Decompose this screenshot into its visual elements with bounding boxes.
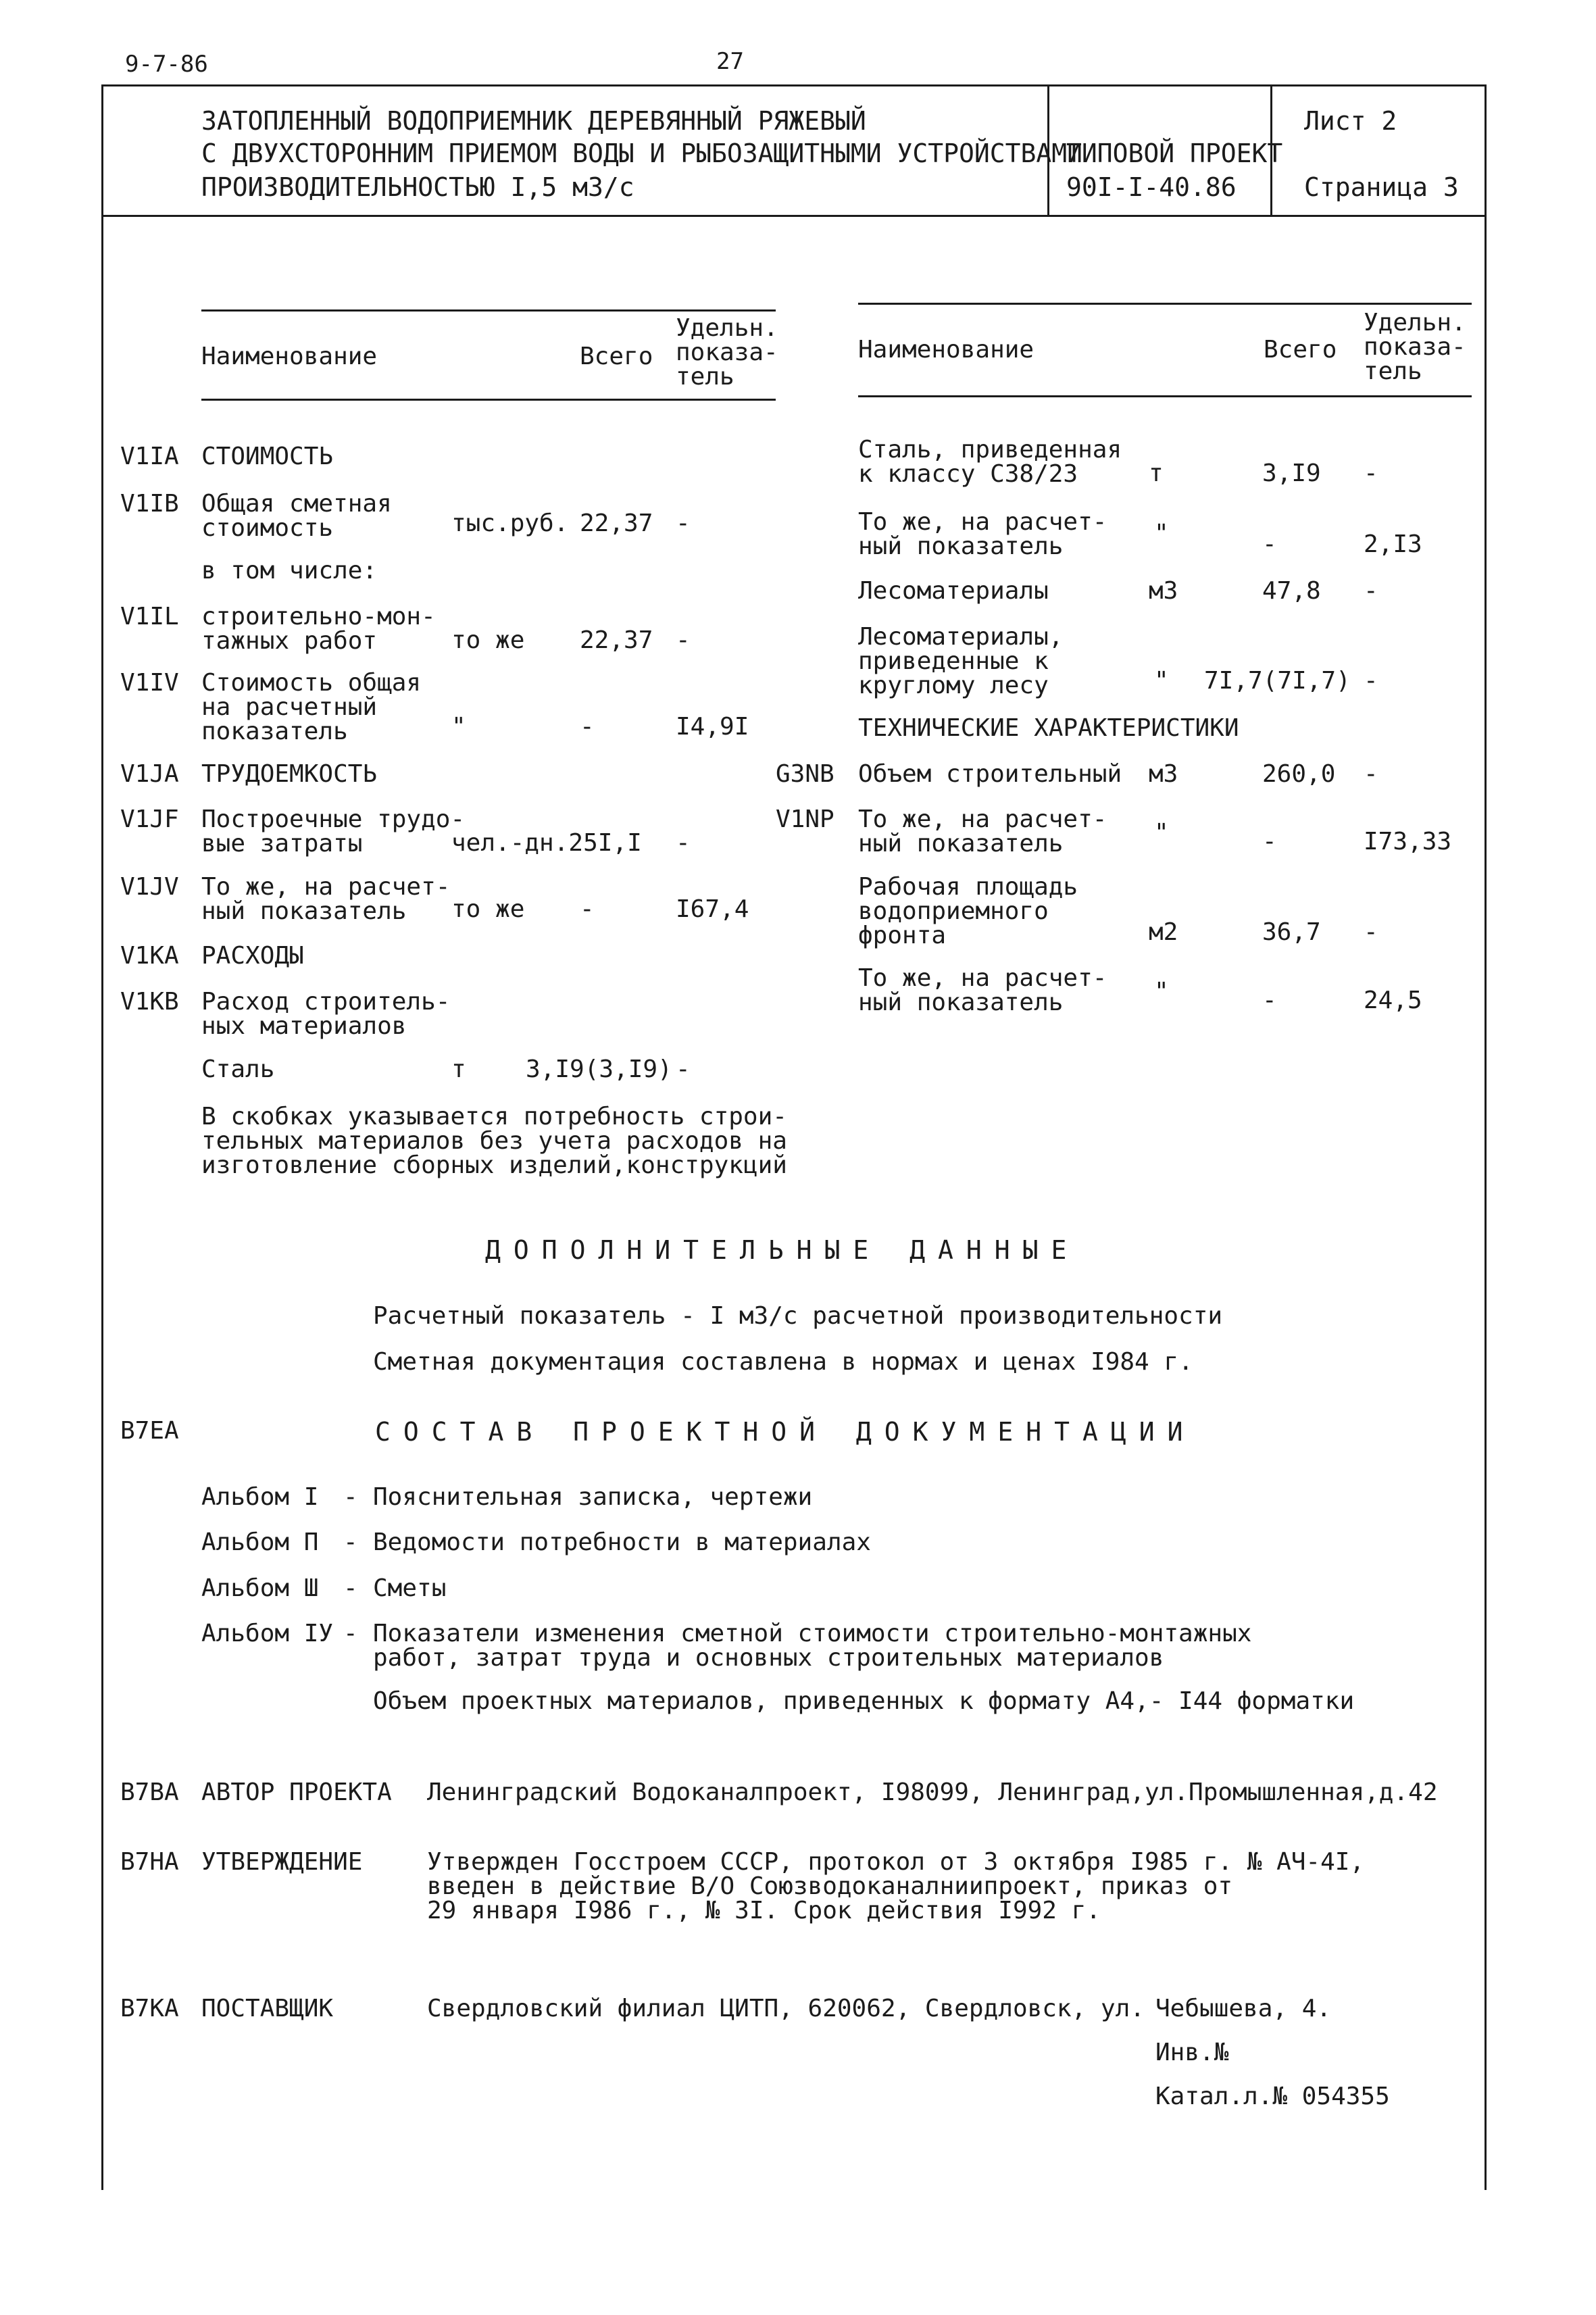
- album-text: Ведомости потребности в материалах: [373, 1528, 871, 1556]
- row-specific: -: [1364, 760, 1378, 788]
- row-total: 3,I9(3,I9): [526, 1055, 672, 1083]
- author-label: АВТОР ПРОЕКТА: [201, 1778, 392, 1806]
- album-text: Пояснительная записка, чертежи: [373, 1483, 813, 1511]
- sheet-number: Лист 2: [1304, 106, 1397, 136]
- row-total: 7I,7(7I,7): [1204, 667, 1351, 695]
- approval-code: B7HA: [120, 1848, 179, 1876]
- row-specific: -: [1364, 577, 1378, 605]
- row-specific: -: [1364, 459, 1378, 487]
- row-name: Сталь, приведенная к классу С38/23: [858, 436, 1122, 488]
- volume-line: Объем проектных материалов, приведенных к формату А4,- I44 форматки: [373, 1687, 1355, 1715]
- album-label: Альбом Ш: [201, 1574, 319, 1602]
- supplier-text: Свердловский филиал ЦИТП, 620062, Свердловск, ул.: [427, 1995, 1145, 2022]
- row-specific: I4,9I: [676, 713, 749, 741]
- row-name: в том числе:: [201, 557, 378, 584]
- row-code: V1JF: [120, 805, 179, 833]
- row-specific: I73,33: [1364, 828, 1452, 855]
- project-label: ТИПОВОЙ ПРОЕКТ: [1066, 139, 1283, 168]
- section-title-technical: ТЕХНИЧЕСКИЕ ХАРАКТЕРИСТИКИ: [858, 714, 1239, 742]
- project-number: 90I-I-40.86: [1066, 172, 1237, 202]
- row-total: -: [1262, 987, 1277, 1014]
- composition-code: B7EA: [120, 1417, 179, 1445]
- album-label: Альбом IУ: [201, 1620, 334, 1647]
- supplier-street: Чебышева, 4.: [1155, 1995, 1332, 2022]
- row-unit: ": [451, 713, 466, 741]
- row-name: То же, на расчет- ный показатель: [858, 964, 1107, 1016]
- row-specific: -: [1364, 667, 1378, 695]
- row-unit: ": [1154, 819, 1169, 847]
- row-code: V1IA: [120, 443, 179, 470]
- row-unit: ": [1154, 978, 1169, 1005]
- right-header-name: Наименование: [858, 336, 1034, 364]
- right-header-specific: Удельн. показа- тель: [1364, 309, 1466, 385]
- supplier-code: B7KA: [120, 1995, 179, 2022]
- row-specific: -: [676, 626, 691, 654]
- row-name: То же, на расчет- ный показатель: [201, 873, 451, 925]
- row-name: Лесоматериалы, приведенные к круглому лесу: [858, 623, 1064, 699]
- author-text: Ленинградский Водоканалпроект, I98099, Ленинград,ул.Промышленная,д.42: [427, 1778, 1438, 1806]
- page-number: 27: [716, 48, 744, 75]
- row-code: V1JA: [120, 760, 179, 788]
- row-code: V1IL: [120, 603, 179, 630]
- row-name: Рабочая площадь водоприемного фронта: [858, 873, 1078, 949]
- row-total: -: [580, 713, 595, 741]
- row-name: РАСХОДЫ: [201, 942, 304, 970]
- composition-heading: СОСТАВ ПРОЕКТНОЙ ДОКУМЕНТАЦИИ: [375, 1417, 1196, 1447]
- row-specific: I67,4: [676, 895, 749, 923]
- stamp-title-line-1: ЗАТОПЛЕННЫЙ ВОДОПРИЕМНИК ДЕРЕВЯННЫЙ РЯЖЕВЫЙ: [201, 106, 866, 136]
- row-total: 36,7: [1262, 918, 1321, 946]
- row-total: -: [1262, 530, 1277, 558]
- row-total: 3,I9: [1262, 459, 1321, 487]
- materials-note: В скобках указывается потребность строи- тельных материалов без учета расходов на изготовление сборных изделий,конструкций: [201, 1103, 787, 1179]
- album-label: Альбом I: [201, 1483, 319, 1511]
- approval-text: Утвержден Госстроем СССР, протокол от 3 октября I985 г. № АЧ-4I, введен в действие В/О Союзводоканалниипроект, приказ от 29 января I986 г., № 3I. Срок действия I992 г.: [427, 1848, 1365, 1924]
- row-name: То же, на расчет- ный показатель: [858, 805, 1107, 857]
- row-specific: -: [676, 509, 691, 537]
- left-header-name: Наименование: [201, 343, 378, 370]
- left-header-total: Всего: [580, 343, 653, 370]
- row-name: СТОИМОСТЬ: [201, 443, 334, 470]
- album-dash: -: [343, 1483, 358, 1511]
- catalog-number: Катал.л.№ 054355: [1155, 2083, 1390, 2110]
- album-dash: -: [343, 1620, 358, 1647]
- row-specific: -: [1364, 918, 1378, 946]
- album-dash: -: [343, 1574, 358, 1602]
- row-name: Расход строитель- ных материалов: [201, 988, 451, 1040]
- row-specific: 2,I3: [1364, 530, 1422, 558]
- row-unit: м3: [1149, 577, 1178, 605]
- row-total: 22,37: [580, 626, 653, 654]
- row-name: строительно-мон- тажных работ: [201, 603, 436, 655]
- row-name: То же, на расчет- ный показатель: [858, 508, 1107, 560]
- row-unit: м3: [1149, 760, 1178, 788]
- album-dash: -: [343, 1528, 358, 1556]
- additional-heading: ДОПОЛНИТЕЛЬНЫЕ ДАННЫЕ: [485, 1235, 1080, 1265]
- additional-line-1: Расчетный показатель - I м3/с расчетной производительности: [373, 1302, 1223, 1330]
- row-name: ТРУДОЕМКОСТЬ: [201, 760, 378, 788]
- row-specific: -: [676, 1055, 691, 1083]
- row-total: 22,37: [580, 509, 653, 537]
- row-code: G3NB: [776, 760, 834, 788]
- row-code: V1KA: [120, 942, 179, 970]
- row-unit: ": [1154, 667, 1169, 695]
- row-code: V1NP: [776, 805, 834, 833]
- row-unit: то же: [451, 626, 525, 654]
- row-name: Построечные трудо- вые затраты: [201, 805, 466, 857]
- row-total: 47,8: [1262, 577, 1321, 605]
- stamp-title-line-3: ПРОИЗВОДИТЕЛЬНОСТЬЮ I,5 м3/с: [201, 172, 634, 202]
- row-unit: м2: [1149, 918, 1178, 946]
- row-code: V1IB: [120, 490, 179, 518]
- stamp-title-line-2: С ДВУХСТОРОННИМ ПРИЕМОМ ВОДЫ И РЫБОЗАЩИТНЫМИ УСТРОЙСТВАМИ: [201, 139, 1083, 168]
- inventory-number: Инв.№: [1155, 2039, 1229, 2066]
- row-unit: ": [1154, 520, 1169, 547]
- document-date: 9-7-86: [125, 51, 208, 78]
- album-text: Показатели изменения сметной стоимости строительно-монтажных работ, затрат труда и основных строительных материалов: [373, 1620, 1252, 1672]
- row-name: Общая сметная стоимость: [201, 490, 392, 542]
- row-code: V1IV: [120, 669, 179, 697]
- album-text: Сметы: [373, 1574, 447, 1602]
- row-code: V1KB: [120, 988, 179, 1016]
- author-code: B7BA: [120, 1778, 179, 1806]
- row-total: -: [580, 895, 595, 923]
- row-specific: -: [676, 829, 691, 857]
- row-unit: то же: [451, 895, 525, 923]
- row-name: Сталь: [201, 1055, 275, 1083]
- row-code: V1JV: [120, 873, 179, 901]
- page-label: Страница 3: [1304, 172, 1459, 202]
- row-unit: тыс.руб.: [451, 509, 569, 537]
- row-total: 260,0: [1262, 760, 1336, 788]
- supplier-label: ПОСТАВЩИК: [201, 1995, 334, 2022]
- approval-label: УТВЕРЖДЕНИЕ: [201, 1848, 363, 1876]
- row-unit: т: [1149, 459, 1164, 487]
- row-total: -: [1262, 828, 1277, 855]
- additional-line-2: Сметная документация составлена в нормах и ценах I984 г.: [373, 1348, 1193, 1376]
- album-label: Альбом П: [201, 1528, 319, 1556]
- left-header-specific: Удельн. показа- тель: [676, 314, 778, 391]
- row-name: Лесоматериалы: [858, 577, 1049, 605]
- row-specific: 24,5: [1364, 987, 1422, 1014]
- right-header-total: Всего: [1264, 336, 1337, 364]
- row-unit: чел.-дн.25I,I: [451, 829, 642, 857]
- row-name: Стоимость общая на расчетный показатель: [201, 669, 422, 745]
- row-name: Объем строительный: [858, 760, 1122, 788]
- row-unit: т: [451, 1055, 466, 1083]
